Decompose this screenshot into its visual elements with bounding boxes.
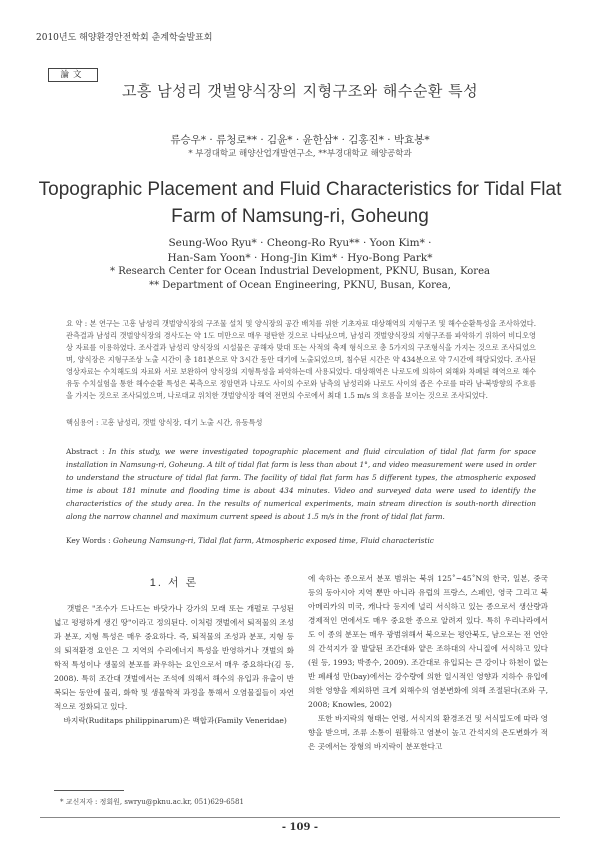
english-authors-line-2: Han-Sam Yoon* · Hong-Jin Kim* · Hyo-Bong Park*: [167, 252, 433, 264]
abstract-lead: Abstract :: [66, 447, 109, 456]
article-type-label: 論文: [48, 68, 98, 82]
left-column: [54, 572, 297, 728]
english-keywords: [66, 536, 536, 545]
intro-paragraph-3: 에 속하는 종으로서 분포 범위는 북위 125˚~45˚N의 한국, 일본, 중국 등의 동아시아 지역 뿐만 아니라 유럽의 프랑스, 스페인, 영국 그리고 북아메리카의 미국, 캐나다 등지에 널리 서식하고 있는 종으로서 생산량과 경제적인 면에서도 매우 중요한 종으로 알려져 있다. 특히 우리나라에서도 이 종의 분포는 매우 광범위해서 북으로는 평안북도, 남으로는 전 연안의 간석지가 잘 발달된 조간대와 얕은 조하대의 사니질에 서식하고 있다(원 등, 1993; 박종수, 2009). 조간대로 유입되는 큰 강이나 하천이 없는 반 폐쇄성 만(bay)에서는 강수량에 의한 일시적인 영향과 지하수 유입에 의한 영향을 제외하면 크게 외해수의 염분변화에 의해 조절된다(조와 구, 2008; Knowles, 2002): [308, 574, 548, 709]
right-column: [308, 572, 548, 754]
english-affiliation-2: ** Department of Ocean Engineering, PKNU, Busan, Korea,: [149, 280, 451, 291]
english-affiliation-1: * Research Center for Ocean Industrial Development, PKNU, Busan, Korea: [110, 266, 490, 277]
english-title-line-2: Farm of Namsung-ri, Goheung: [171, 206, 429, 227]
intro-paragraph-2: 바지락(Ruditaps philippinarum)은 백합과(Family Veneridae): [54, 716, 287, 725]
korean-authors: 류승우* · 류청로** · 김윤* · 윤한삼* · 김홍진* · 박효봉*: [170, 134, 430, 146]
abstract-body: In this study, we were investigated topographic placement and fluid circulation of tidal flat farm for space installation in Namsung-ri, Goheung. A tilt of tidal flat farm is less than about 1°, and video measurement were used in order to understand the structure of tidal flat farm. The facility of tidal flat farm has 5 different types, the atmospheric exposed time is about 181 minute and flooding time is about 434 minutes. Video and surveyed data were used to identify the characteristics of the study area. In the results of numerical experiments, main stream direction is south-north direction along the narrow channel and maximum current speed is about 1.5 m/s in the front of tidal flat farm.: [66, 447, 536, 521]
section-heading: 1. 서 론: [149, 577, 199, 589]
english-title: [0, 176, 600, 230]
running-head: 2010년도 해양환경안전학회 춘계학술발표회: [36, 33, 213, 43]
footnote: * 교신저자 : 정회원, swryu@pknu.ac.kr, 051)629-6581: [60, 798, 244, 806]
english-affiliations: [0, 265, 600, 293]
intro-paragraph-4: 또한 바지락의 형태는 연령, 서식지의 환경조건 및 서식밀도에 따라 영향을 받으며, 조류 소통이 원활하고 염분이 높고 간석지의 온도변화가 적은 곳에서는 장형의 바지락이 분포한다고: [308, 714, 548, 751]
intro-paragraph-1: 갯벌은 "조수가 드나드는 바닷가나 강가의 모래 또는 개펄로 구성된 넓고 평평하게 생긴 땅"이라고 정의된다. 이처럼 갯벌에서 퇴적물의 조성과 분포, 지형 특성은 매우 중요하다. 즉, 퇴적물의 조성과 분포, 지형 등의 퇴적환경 요인은 그 지역의 수리에너지 특성을 반영하거나 갯벌의 화학적 특성이나 생물의 분포를 좌우하는 요인으로서 매우 중요하다(김 등, 2008). 특히 조간대 갯벌에서는 조석에 의해서 해수의 유입과 유출이 반복되는 동안에 물리, 화학 및 생물학적 과정을 통해서 오염물질들이 자연적으로 정화되고 있다.: [54, 604, 297, 711]
footnote-divider: [54, 790, 124, 791]
page-bottom-divider: [40, 817, 560, 818]
english-abstract: [66, 445, 536, 523]
korean-title: 고흥 남성리 갯벌양식장의 지형구조와 해수순환 특성: [121, 82, 479, 100]
keywords-lead: Key Words :: [66, 536, 114, 545]
korean-abstract: 요 약 : 본 연구는 고흥 남성리 갯벌양식장의 구조물 설치 및 양식장의 공간 배치를 위한 기초자료 대상해역의 지형구조 및 해수순환특성을 조사하였다. 관측결과 남성리 갯벌양식장의 경사도는 약 1도 미만으로 매우 평탄한 것으로 나타났으며, 남성리 갯벌양식장의 지형구조를 파악하기 위하여 비디오영상 자료를 이용하였다. 조사결과 남성리 양식장의 시설물은 공해자 맞대 또는 사적의 축제 형식으로 총 5가지의 구조형식을 가지는 것으로 조사되었으며, 양식장은 지형구조상 노출 시간이 총 181분으로 약 3시간 동안 대기에 노출되었으며, 침수된 시간은 약 434분으로 약 7시간에 해당되었다. 조사된 영상자료는 수치해도의 자료와 서로 보완하여 양식장의 지형특성을 파악하는데 사용되었다. 대상해역은 나로도에 의하여 외해와 차폐된 해역으로 해수유동 수치실험을 통한 해수순환 특성은 북측으로 정암면과 나로도 사이의 수로와 남측의 남성리와 나로도 사이의 좁은 수로를 따라 남-북방향의 주흐름을 가지는 것으로 조사되었으며, 나로대교 위치한 갯벌양식장 해역 전면의 수로에서 최대 1.5 m/s 의 흐름을 보이는 것으로 조사되었다.: [66, 319, 536, 400]
keywords-list: Goheung Namsung-ri, Tidal flat farm, Atmospheric exposed time, Fluid characteristic: [113, 536, 434, 545]
english-authors: [0, 236, 600, 266]
korean-keywords: 핵심용어 : 고흥 남성리, 갯벌 양식장, 대기 노출 시간, 유동특성: [66, 418, 263, 427]
page-number: - 109 -: [281, 822, 319, 833]
korean-affiliations: * 부경대학교 해양산업개발연구소, **부경대학교 해양공학과: [188, 149, 412, 159]
english-title-line-1: Topographic Placement and Fluid Characteristics for Tidal Flat: [38, 179, 562, 200]
english-authors-line-1: Seung-Woo Ryu* · Cheong-Ro Ryu** · Yoon Kim* ·: [168, 237, 432, 249]
